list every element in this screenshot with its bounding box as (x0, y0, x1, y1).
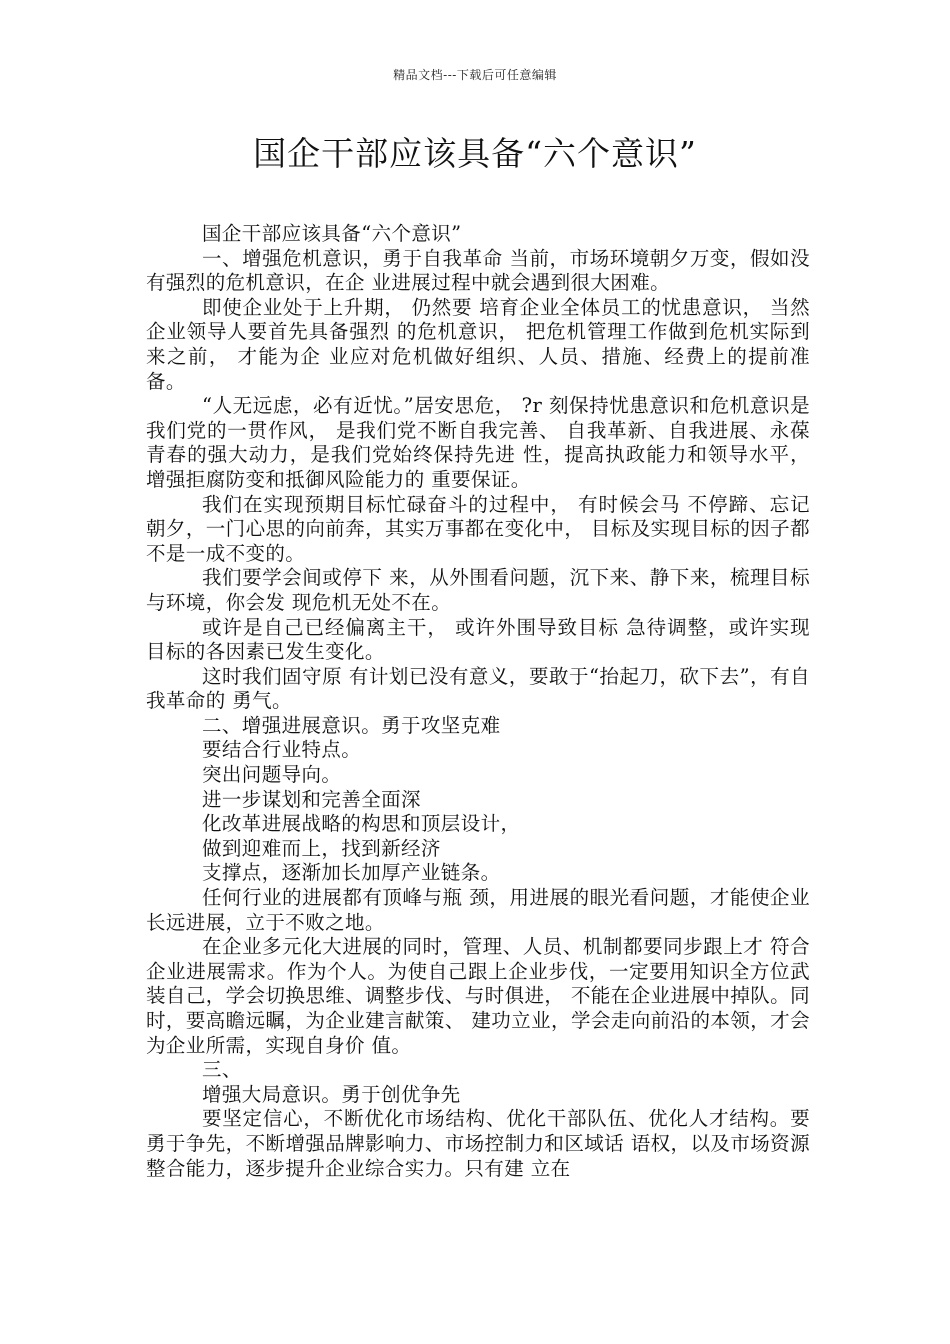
paragraph: 在企业多元化大进展的同时，管理、人员、机制都要同步跟上才 符合企业进展需求。作为个人。为使自己跟上企业步伐，一定要用知识全方位武装自己，学会切换思维、调整步伐、与时俱进， 不能在企业进展中掉队。同时，要高瞻远瞩，为企业建言献策、 建功立业，学会走向前沿的本领，才会为企业所需，实现自身价 值。 (146, 935, 810, 1057)
section-heading: 三、 (202, 1058, 242, 1082)
document-title: 国企干部应该具备“六个意识” (253, 134, 697, 173)
paragraph: 这时我们固守原 有计划已没有意义，要敢于“抬起刀，砍下去”，有自我革命的 勇气。 (146, 664, 810, 713)
paragraph: 我们在实现预期目标忙碌奋斗的过程中， 有时候会马 不停蹄、忘记朝夕，一门心思的向前奔，其实万事都在变化中， 目标及实现目标的因子都不是一成不变的。 (146, 492, 810, 565)
paragraph: 做到迎难而上，找到新经济 (202, 836, 441, 860)
paragraph: 要坚定信心，不断优化市场结构、优化干部队伍、优化人才结构。要勇于争先，不断增强品牌影响力、市场控制力和区域话 语权，以及市场资源整合能力，逐步提升企业综合实力。只有建 立在 (146, 1107, 810, 1180)
paragraph: 一、增强危机意识，勇于自我革命 当前，市场环境朝夕万变，假如没有强烈的危机意识，在企 业进展过程中就会遇到很大困难。 (146, 246, 810, 295)
paragraph: 即使企业处于上升期， 仍然要 培育企业全体员工的忧患意识， 当然企业领导人要首先具备强烈 的危机意识， 把危机管理工作做到危机实际到来之前， 才能为企 业应对危机做好组织、人员、措施、经费上的提前准备。 (146, 295, 810, 393)
paragraph: 或许是自己已经偏离主干， 或许外围导致目标 急待调整，或许实现目标的各因素已发生变化。 (146, 615, 810, 664)
paragraph: 要结合行业特点。 (202, 738, 362, 762)
paragraph: 突出问题导向。 (202, 763, 342, 787)
page-header: 精品文档---下载后可任意编辑 (393, 68, 557, 82)
section-heading: 增强大局意识。勇于创优争先 (202, 1082, 461, 1106)
paragraph: 任何行业的进展都有顶峰与瓶 颈，用进展的眼光看问题，才能使企业长远进展，立于不败之地。 (146, 886, 810, 934)
section-heading: 二、增强进展意识。勇于攻坚克难 (202, 713, 501, 737)
document-body (146, 222, 810, 1181)
paragraph: “人无远虑，必有近忧。”居安思危， ?r 刻保持忧患意识和危机意识是我们党的一贯作风， 是我们党不断自我完善、 自我革新、自我进展、永葆青春的强大动力，是我们党始终保持先进 性，提高执政能力和领导水平， 增强拒腐防变和抵御风险能力的 重要保证。 (146, 394, 810, 491)
paragraph: 国企干部应该具备“六个意识” (202, 222, 462, 245)
paragraph: 支撑点，逐渐加长加厚产业链条。 (202, 861, 501, 885)
paragraph: 我们要学会间或停下 来，从外围看问题，沉下来、静下来，梳理目标与环境，你会发 现危机无处不在。 (146, 566, 810, 614)
paragraph: 进一步谋划和完善全面深 (202, 787, 421, 811)
paragraph: 化改革进展战略的构思和顶层设计， (202, 812, 521, 836)
